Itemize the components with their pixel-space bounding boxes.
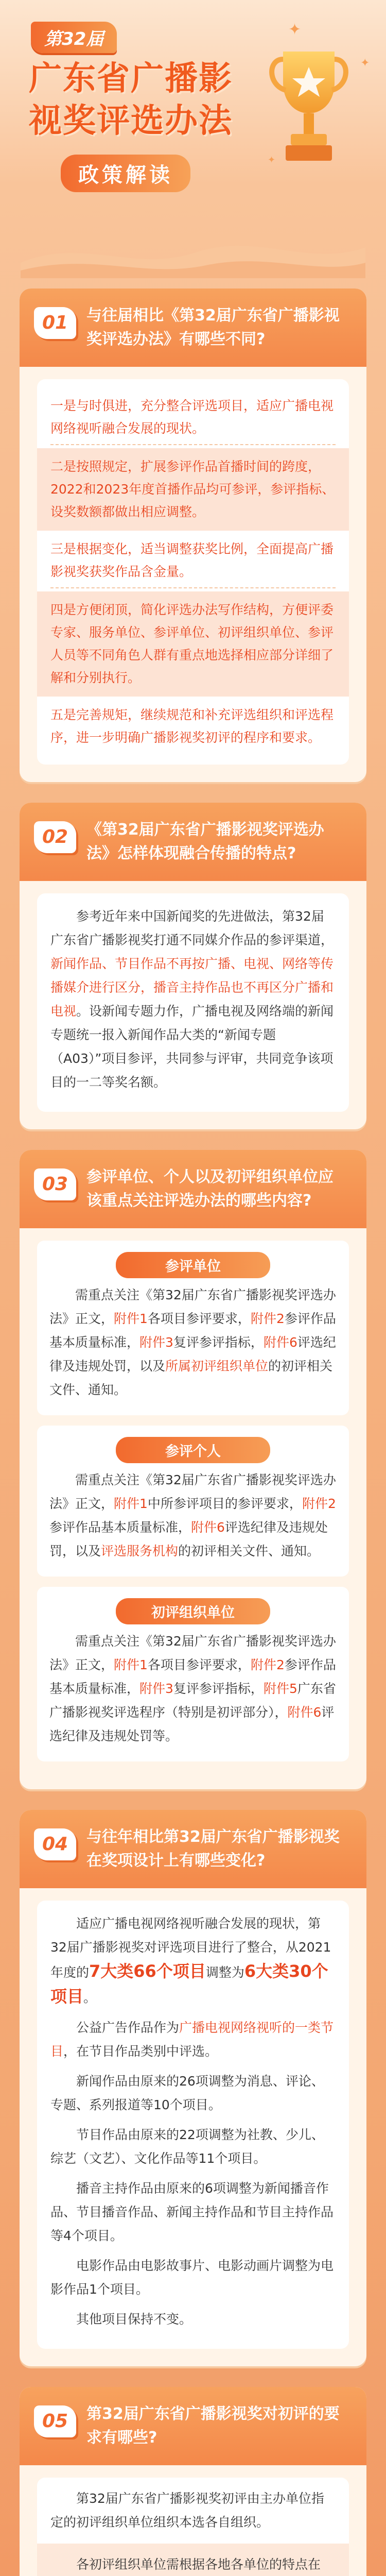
question-header bbox=[20, 2387, 366, 2465]
section-q1 bbox=[20, 289, 366, 782]
sparkle-icon: ✦ bbox=[268, 155, 276, 165]
point-item: 五是完善规矩，继续规范和补充评选组织和评选程序，进一步明确广播影视奖初评的程序和要求。 bbox=[50, 707, 334, 745]
point-item: 三是根据变化，适当调整获奖比例，全面提高广播影视奖获奖作品含金量。 bbox=[50, 534, 336, 588]
question-text: 第32届广东省广播影视奖对初评的要求有哪些? bbox=[86, 2405, 340, 2447]
answer-paragraph: 各初评组织单位需根据各地各单位的特点在 bbox=[37, 2544, 349, 2576]
section-q2 bbox=[20, 803, 366, 1129]
hero-banner bbox=[0, 0, 386, 289]
highlight-text: 广播电视网络视听的一类节目 bbox=[50, 2020, 334, 2059]
section-q3 bbox=[20, 1150, 366, 1789]
sparkle-icon: ✦ bbox=[288, 21, 302, 39]
sub-block-label: 参评个人 bbox=[116, 1437, 270, 1463]
point-item: 四是方便闭顶，简化评选办法写作结构，方便评委专家、服务单位、参评单位、初评组织单位、参评人员等不同角色人群有重点地选择相应部分详细了解和分别执行。 bbox=[37, 591, 349, 697]
points-panel bbox=[37, 379, 349, 765]
answer-paragraph: 新闻作品由原来的26项调整为消息、评论、专题、系列报道等10个项目。 bbox=[50, 2074, 324, 2112]
hero-decoration bbox=[21, 216, 365, 278]
question-text: 《第32届广东省广播影视奖评选办法》怎样体现融合传播的特点? bbox=[86, 821, 324, 862]
answer-paragraph: 公益广告作品作为广播电视网络视听的一类节目，在节目作品类别中评选。 bbox=[50, 2020, 334, 2059]
sub-block-label: 初评组织单位 bbox=[116, 1598, 270, 1624]
point-item: 一是与时俱进，充分整合评选项目，适应广播电视网络视听融合发展的现状。 bbox=[50, 391, 336, 445]
question-number: 03 bbox=[34, 1168, 76, 1200]
sub-block-participating-unit bbox=[37, 1241, 349, 1415]
question-header bbox=[20, 1810, 366, 1888]
edition-badge: 第32届 bbox=[31, 22, 117, 53]
answer-paragraph bbox=[50, 905, 336, 1094]
section-q4 bbox=[20, 1810, 366, 2366]
hero-title-line2: 视奖评选办法 bbox=[29, 102, 233, 140]
answer-paragraph: 播音主持作品由原来的6项调整为新闻播音作品、节目播音作品、新闻主持作品和节目主持作品等4个项目。 bbox=[50, 2181, 334, 2243]
answer-paragraph: 电影作品由电影故事片、电影动画片调整为电影作品1个项目。 bbox=[50, 2258, 334, 2297]
answer-panel bbox=[37, 1901, 349, 2349]
answer-paragraph: 其他项目保持不变。 bbox=[76, 2312, 192, 2327]
question-text: 与往年相比第32届广东省广播影视奖在奖项设计上有哪些变化? bbox=[86, 1828, 340, 1870]
highlight-text: 新闻作品、节目作品不再按广播、电视、网络等传播媒介进行区分，播音主持作品也不再区分广播和电视 bbox=[50, 956, 334, 1019]
highlight-text: 6大类30个项目 bbox=[50, 1961, 328, 2006]
sub-block-label: 参评单位 bbox=[116, 1252, 270, 1278]
answer-panel bbox=[37, 2478, 349, 2576]
question-number: 01 bbox=[34, 307, 76, 339]
answer-paragraph: 需重点关注《第32届广东省广播影视奖评选办法》正文，附件1中所参评项目的参评要求，附件2参评作品基本质量标准，附件6评选纪律及违规处罚，以及评选服务机构的初评相关文件、通知。 bbox=[49, 1472, 336, 1558]
text-run: 。设新闻专题力作，广播电视及网络端的新闻专题统一报入新闻作品大类的“新闻专题（A03）”项目参评，共同参与评审，共同竞争该项目的一二等奖名额。 bbox=[50, 1004, 334, 1090]
section-q5 bbox=[20, 2387, 366, 2576]
hero-title-line1: 广东省广播影 bbox=[29, 60, 233, 98]
sub-block-participating-individual bbox=[37, 1426, 349, 1577]
hero-title bbox=[29, 58, 266, 142]
question-header bbox=[20, 1150, 366, 1228]
question-text: 参评单位、个人以及初评组织单位应该重点关注评选办法的哪些内容? bbox=[86, 1168, 334, 1210]
point-item: 二是按照规定，扩展参评作品首播时间的跨度，2022和2023年度首播作品均可参评，参评指标、设奖数额都做出相应调整。 bbox=[37, 448, 349, 531]
sub-block-preliminary-organizer bbox=[37, 1587, 349, 1761]
highlight-text: 7大类66个项目 bbox=[89, 1961, 206, 1981]
answer-paragraph: 第32届广东省广播影视奖初评由主办单位指定的初评组织单位组织本选各自组织。 bbox=[37, 2478, 349, 2544]
answer-panel bbox=[37, 893, 349, 1112]
answer-paragraph: 节目作品由原来的22项调整为社教、少儿、综艺（文艺）、文化作品等11个项目。 bbox=[50, 2127, 324, 2166]
hero-subtitle: 政策解读 bbox=[61, 155, 190, 192]
question-number: 05 bbox=[34, 2405, 76, 2437]
question-text: 与往届相比《第32届广东省广播影视奖评选办法》有哪些不同? bbox=[86, 307, 340, 348]
question-header bbox=[20, 803, 366, 881]
trophy-icon bbox=[262, 36, 355, 170]
answer-paragraph: 需重点关注《第32届广东省广播影视奖评选办法》正文，附件1各项目参评要求，附件2参评作品基本质量标准，附件3复评参评指标，附件5广东省广播影视奖评选程序（特别是初评部分），附件6评选纪律及违规处罚等。 bbox=[49, 1634, 336, 1743]
answer-paragraph: 适应广播电视网络视听融合发展的现状，第32届广播影视奖对评选项目进行了整合，从2021年度的7大类66个项目调整为6大类30个项目。 bbox=[50, 1916, 331, 2006]
question-number: 04 bbox=[34, 1828, 76, 1860]
text-run: 参考近年来中国新闻奖的先进做法，第32届广东省广播影视奖打通不同媒介作品的参评渠道， bbox=[50, 909, 334, 947]
sparkle-icon: ✦ bbox=[360, 57, 370, 70]
answer-paragraph: 需重点关注《第32届广东省广播影视奖评选办法》正文，附件1各项目参评要求，附件2参评作品基本质量标准，附件3复评参评指标，附件6评选纪律及违规处罚，以及所属初评组织单位的初评相关文件、通知。 bbox=[49, 1287, 336, 1397]
question-number: 02 bbox=[34, 821, 76, 853]
question-header bbox=[20, 289, 366, 367]
